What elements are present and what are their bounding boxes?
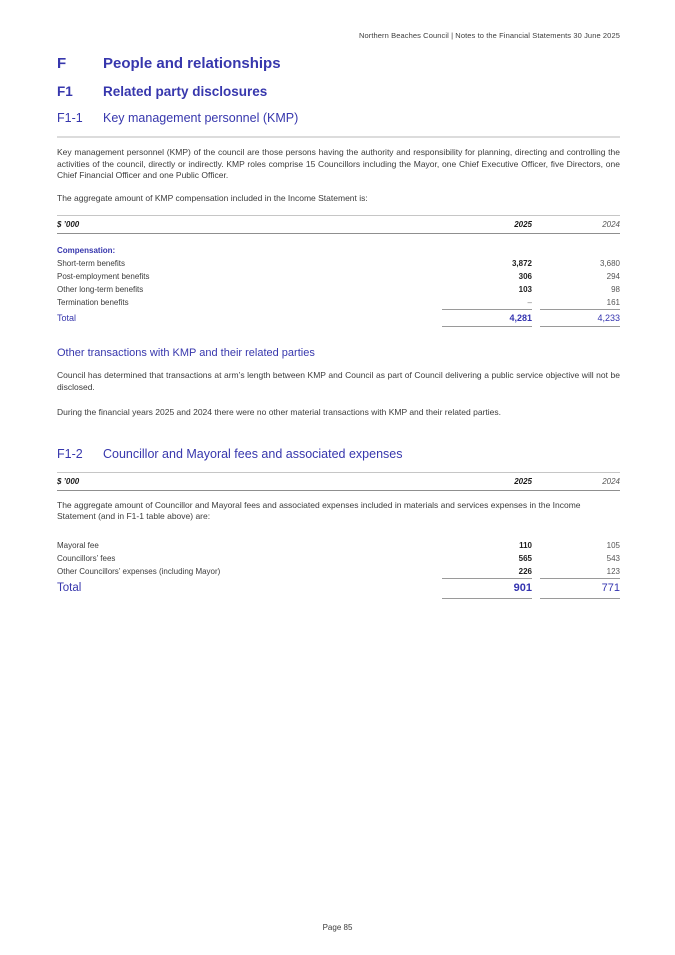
other-transactions-paragraph: Council has determined that transactions at arm’s length between KMP and Council as part of Council delivering a public service objective will not be disclosed. [57,370,620,392]
value-2025: – [442,296,532,310]
total-row [57,311,620,330]
section-number: F1-2 [57,446,83,461]
value-2024: 294 [606,272,620,281]
section-heading-f1 [57,84,620,99]
page-content [57,55,620,602]
kmp-compensation-table [57,215,620,330]
total-value-2024: 771 [540,582,620,599]
value-2024: 98 [611,285,620,294]
row-label: Mayoral fee [57,540,99,550]
value-2025: 110 [519,540,532,550]
value-2025: 226 [442,565,532,579]
table-row [57,565,620,579]
other-transactions-heading: Other transactions with KMP and their related parties [57,347,315,359]
group-label: Compensation: [57,246,116,255]
row-label: Councillors’ fees [57,553,116,563]
total-value-2025: 4,281 [442,313,532,327]
section-number: F1 [57,84,73,99]
column-header-2025: 2025 [514,476,532,486]
value-2024: 123 [540,565,620,579]
section-heading-f [57,55,620,72]
unit-label: $ ’000 [57,476,80,486]
value-2024: 543 [606,553,620,563]
value-2025: 103 [518,285,532,294]
table-header [57,215,620,234]
table-row [57,539,620,552]
value-2024: 105 [606,540,620,550]
section-title: People and relationships [103,55,281,72]
section-title: Key management personnel (KMP) [103,111,299,125]
kmp-paragraph: Key management personnel (KMP) of the council are those persons having the authority and responsibility for planning, directing and controlling the activities of the council, directly or indirectly. KMP roles comprise 15 Councillors including the Mayor, one Chief Executive Officer, five Directors, one Chief Financial Officer and one Public Officer. [57,147,620,180]
section-title: Related party disclosures [103,84,268,99]
section-title: Councillor and Mayoral fees and associated expenses [103,446,403,461]
row-label: Other long-term benefits [57,285,144,294]
councillor-fees-table [57,472,620,602]
section-number: F [57,55,67,72]
value-2024: 3,680 [599,259,620,268]
table-header [57,472,620,491]
row-label: Post-employment benefits [57,272,150,281]
value-2025: 3,872 [511,259,532,268]
section-heading-f1-1 [57,111,620,125]
total-label: Total [57,313,77,323]
total-value-2024: 4,233 [540,313,620,327]
row-label: Short-term benefits [57,259,126,268]
table-row [57,296,620,310]
row-label: Termination benefits [57,298,129,307]
column-header-2025: 2025 [514,220,532,229]
total-row [57,580,620,602]
councillor-fees-intro: The aggregate amount of Councillor and Mayoral fees and associated expenses included in materials and services expenses in the Income Statement (and in F1-1 table above) are: [57,499,581,521]
value-2025: 565 [518,553,532,563]
section-number: F1-1 [57,111,83,125]
total-label: Total [57,581,82,594]
column-header-2024: 2024 [602,220,620,229]
running-header: Northern Beaches Council | Notes to the Financial Statements 30 June 2025 [358,31,620,40]
column-header-2024: 2024 [602,476,620,486]
total-value-2025: 901 [442,582,532,599]
row-label: Other Councillors’ expenses (including Mayor) [57,566,221,576]
table-row [57,270,620,283]
table-row [57,283,620,296]
other-transactions-paragraph2: During the financial years 2025 and 2024 there were no other material transactions with KMP and their related parties. [57,407,501,417]
kmp-aggregate-note: The aggregate amount of KMP compensation included in the Income Statement is: [57,192,368,203]
table-row [57,257,620,270]
value-2025: 306 [518,272,532,281]
page-number: Page 85 [322,923,353,932]
unit-label: $ ’000 [57,220,80,229]
section-divider [57,136,620,138]
table-row [57,552,620,565]
value-2024: 161 [540,296,620,310]
section-heading-f1-2 [57,447,620,461]
